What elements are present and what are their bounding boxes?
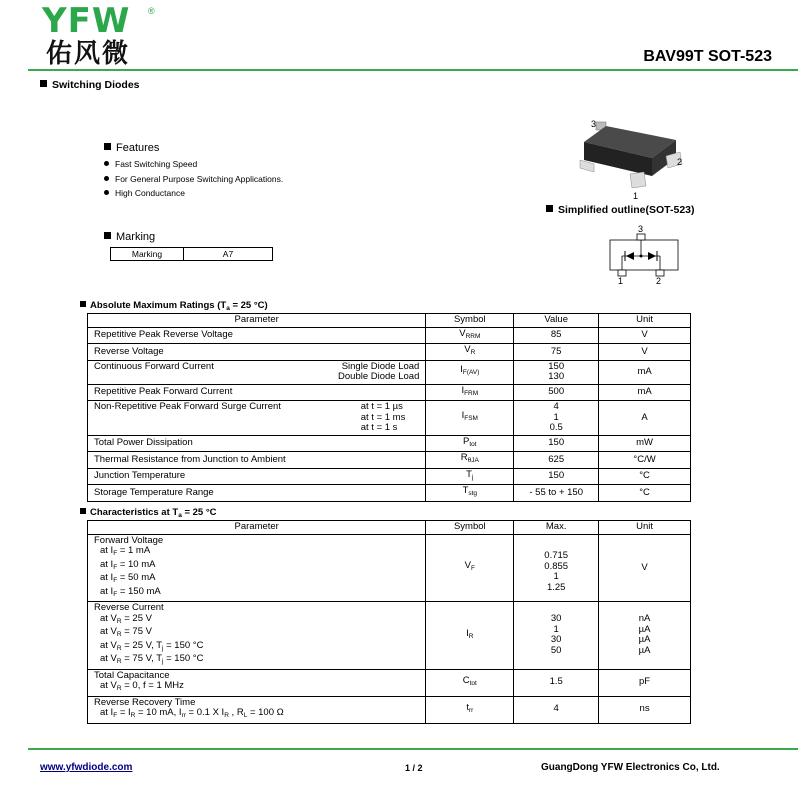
abs-max-table — [87, 313, 691, 502]
list-item: For General Purpose Switching Applications. — [104, 172, 283, 187]
table-row — [88, 485, 691, 502]
table-row — [88, 669, 691, 696]
table-row — [88, 435, 691, 452]
symbol-cell: $I_{FSM}$ — [426, 401, 514, 436]
table-header-row — [88, 314, 691, 328]
bullet-dot-icon — [104, 176, 109, 181]
abs-max-heading: Absolute Maximum Ratings ($T_a = 25$ °C) — [80, 300, 268, 312]
part-title: BAV99T SOT-523 — [643, 48, 772, 65]
list-item: Fast Switching Speed — [104, 157, 283, 172]
header-divider — [28, 69, 798, 71]
symbol-cell: $T_j$ — [426, 468, 514, 485]
bullet-square-icon — [104, 232, 111, 239]
header-cell: Symbol — [426, 314, 514, 328]
unit-cell: °C/W — [599, 452, 691, 469]
symbol-cell: $V_R$ — [426, 344, 514, 361]
value-cell: 4 — [514, 696, 599, 723]
bullet-square-icon — [104, 143, 111, 150]
symbol-cell: $P_{tot}$ — [426, 435, 514, 452]
website-link[interactable]: www.yfwdiode.com — [40, 762, 133, 773]
pin-label-3: 3 — [591, 119, 597, 129]
characteristics-heading: Characteristics at $T_a = 25$ °C — [80, 507, 217, 519]
unit-cell: V — [599, 534, 691, 602]
symbol-cell: $t_{rr}$ — [426, 696, 514, 723]
unit-cell: A — [599, 401, 691, 436]
param-cell: Junction Temperature — [88, 468, 426, 485]
diode-schematic — [600, 222, 700, 290]
table-row — [88, 401, 691, 436]
unit-cell: °C — [599, 485, 691, 502]
table-row — [88, 344, 691, 361]
logo-chinese: 佑风微 — [46, 39, 131, 69]
value-cell: 1.5 — [514, 669, 599, 696]
symbol-cell: $T_{stg}$ — [426, 485, 514, 502]
page-number: 1 / 2 — [405, 763, 423, 773]
symbol-cell: $V_{RRM}$ — [426, 327, 514, 344]
param-cell: Storage Temperature Range — [88, 485, 426, 502]
value-cell: 85 — [514, 327, 599, 344]
header-cell: Parameter — [88, 314, 426, 328]
footer-url[interactable] — [40, 762, 132, 773]
unit-cell: mA — [599, 384, 691, 401]
value-cell: 4 1 0.5 — [514, 401, 599, 436]
bullet-dot-icon — [104, 190, 109, 195]
param-cell: Continuous Forward Current Single Diode Load Double Diode Load — [88, 360, 426, 384]
symbol-cell: $I_{F(AV)}$ — [426, 360, 514, 384]
pin-label-1: 1 — [633, 191, 639, 201]
table-row — [88, 468, 691, 485]
value-cell: 30 1 30 50 — [514, 602, 599, 670]
symbol-cell: $I_R$ — [426, 602, 514, 670]
param-cell: Forward Voltage at $I_F = 1$ mA at $I_F = 10$ mA at $I_F = 50$ mA at $I_F = 150$ mA — [88, 534, 426, 602]
unit-cell: °C — [599, 468, 691, 485]
param-cell: Reverse Voltage — [88, 344, 426, 361]
table-header-row — [88, 521, 691, 535]
logo-text: YFW — [42, 1, 131, 41]
marking-table — [110, 247, 273, 261]
value-cell: 0.715 0.855 1 1.25 — [514, 534, 599, 602]
marking-heading: Marking — [104, 231, 155, 243]
characteristics-table — [87, 520, 691, 724]
symbol-cell: $R_{\theta JA}$ — [426, 452, 514, 469]
schematic-pin-3: 3 — [638, 224, 644, 234]
outline-caption: Simplified outline(SOT-523) — [546, 204, 695, 216]
bullet-square-icon — [80, 301, 86, 307]
symbol-cell: $C_{tot}$ — [426, 669, 514, 696]
table-row — [88, 602, 691, 670]
table-row — [88, 327, 691, 344]
marking-label: Marking — [111, 248, 184, 261]
unit-cell: V — [599, 344, 691, 361]
header-cell: Unit — [599, 314, 691, 328]
value-cell: 75 — [514, 344, 599, 361]
header-cell: Value — [514, 314, 599, 328]
value-cell: 150 — [514, 468, 599, 485]
param-cell: Reverse Recovery Time at $I_F = I_R = 10$ mA, $I_{rr} = 0.1$ X $I_R$ , $R_L = 100$ Ω — [88, 696, 426, 723]
schematic-pin-2: 2 — [656, 276, 662, 286]
features-heading: Features — [104, 142, 159, 154]
table-row — [88, 696, 691, 723]
header-cell: Symbol — [426, 521, 514, 535]
param-cell: Thermal Resistance from Junction to Ambient — [88, 452, 426, 469]
bullet-square-icon — [546, 205, 553, 212]
value-cell: 150 130 — [514, 360, 599, 384]
table-row — [88, 384, 691, 401]
table-row — [88, 534, 691, 602]
unit-cell: V — [599, 327, 691, 344]
header-cell: Unit — [599, 521, 691, 535]
header-cell: Max. — [514, 521, 599, 535]
schematic-pin-1: 1 — [618, 276, 624, 286]
company-name: GuangDong YFW Electronics Co, Ltd. — [541, 762, 720, 773]
marking-value: A7 — [184, 248, 273, 261]
header-cell: Parameter — [88, 521, 426, 535]
param-cell: Total Power Dissipation — [88, 435, 426, 452]
param-cell: Reverse Current at $V_R = 25$ V at $V_R = 75$ V at $V_R = 25$ V, $T_j = 150$ °C at $V_R = 75$ V, $T_j = 150$ °C — [88, 602, 426, 670]
symbol-cell: $V_F$ — [426, 534, 514, 602]
value-cell: 500 — [514, 384, 599, 401]
param-cell: Repetitive Peak Forward Current — [88, 384, 426, 401]
unit-cell: pF — [599, 669, 691, 696]
unit-cell: mA — [599, 360, 691, 384]
value-cell: 625 — [514, 452, 599, 469]
features-list — [104, 157, 283, 201]
value-cell: - 55 to + 150 — [514, 485, 599, 502]
unit-cell: ns — [599, 696, 691, 723]
unit-cell: nA µA µA µA — [599, 602, 691, 670]
param-cell: Total Capacitance at $V_R = 0$, f = 1 MHz — [88, 669, 426, 696]
value-cell: 150 — [514, 435, 599, 452]
symbol-cell: $I_{FRM}$ — [426, 384, 514, 401]
logo-registered-mark: ® — [148, 6, 155, 16]
table-row — [88, 452, 691, 469]
bullet-square-icon — [40, 80, 47, 87]
param-cell: Repetitive Peak Reverse Voltage — [88, 327, 426, 344]
unit-cell: mW — [599, 435, 691, 452]
bullet-dot-icon — [104, 161, 109, 166]
table-row — [88, 360, 691, 384]
footer-divider — [28, 748, 798, 750]
pin-label-2: 2 — [677, 157, 683, 167]
section-title: Switching Diodes — [40, 79, 140, 91]
bullet-square-icon — [80, 508, 86, 514]
list-item: High Conductance — [104, 186, 283, 201]
param-cell: Non-Repetitive Peak Forward Surge Current at t = 1 µs at t = 1 ms at t = 1 s — [88, 401, 426, 436]
